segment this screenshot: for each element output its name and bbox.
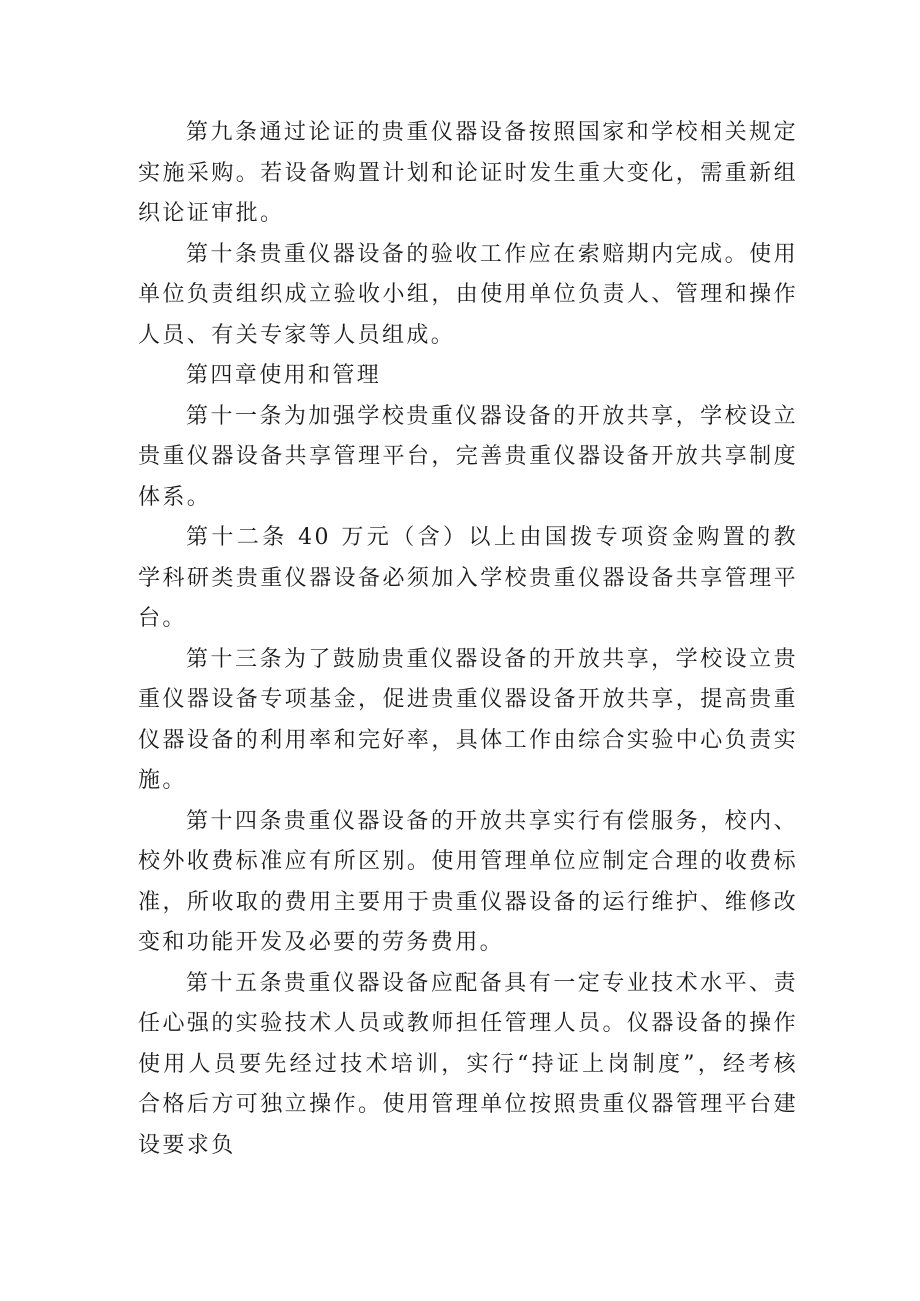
- paragraph-article-11: 第十一条为加强学校贵重仪器设备的开放共享，学校设立贵重仪器设备共享管理平台，完善贵重仪器设备开放共享制度体系。: [138, 403, 798, 510]
- paragraph-article-9: 第九条通过论证的贵重仪器设备按照国家和学校相关规定实施采购。若设备购置计划和论证时发生重大变化，需重新组织论证审批。: [138, 120, 798, 226]
- paragraph-article-10: 第十条贵重仪器设备的验收工作应在索赔期内完成。使用单位负责组织成立验收小组，由使用单位负责人、管理和操作人员、有关专家等人员组成。: [138, 241, 798, 348]
- paragraph-article-15: 第十五条贵重仪器设备应配备具有一定专业技术水平、责任心强的实验技术人员或教师担任管理人员。仪器设备的操作使用人员要先经过技术培训，实行“持证上岗制度”，经考核合格后方可独立操作。使用管理单位按照贵重仪器管理平台建设要求负: [138, 970, 798, 1158]
- paragraph-article-14: 第十四条贵重仪器设备的开放共享实行有偿服务，校内、校外收费标准应有所区别。使用管理单位应制定合理的收费标准，所收取的费用主要用于贵重仪器设备的运行维护、维修改变和功能开发及必要的劳务费用。: [138, 808, 798, 955]
- document-body: [138, 113, 798, 1166]
- paragraph-article-12: 第十二条 40 万元（含）以上由国拨专项资金购置的教学科研类贵重仪器设备必须加入学校贵重仪器设备共享管理平台。: [138, 525, 798, 631]
- chapter-heading: 第四章使用和管理: [186, 363, 382, 388]
- paragraph-article-13: 第十三条为了鼓励贵重仪器设备的开放共享，学校设立贵重仪器设备专项基金，促进贵重仪器设备开放共享，提高贵重仪器设备的利用率和完好率，具体工作由综合实验中心负责实施。: [138, 646, 798, 793]
